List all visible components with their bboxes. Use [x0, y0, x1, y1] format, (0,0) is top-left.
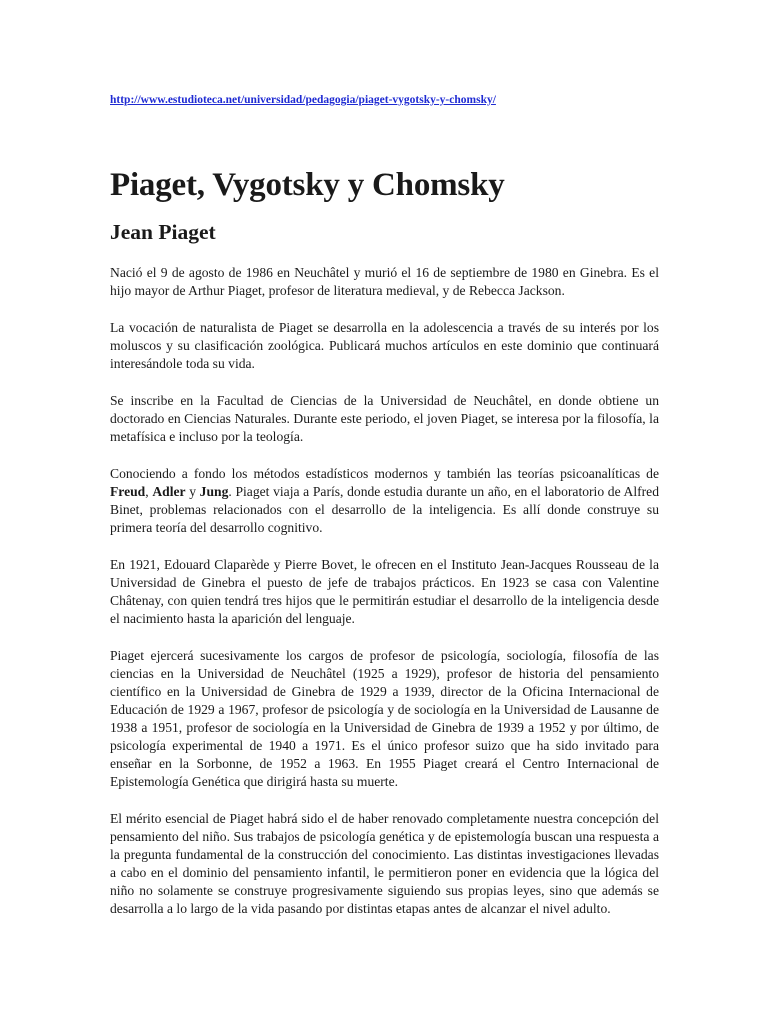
section-heading-jean-piaget: Jean Piaget: [110, 220, 216, 244]
document-body: [110, 264, 659, 918]
paragraph-rousseau-institute: En 1921, Edouard Claparède y Pierre Bovet, le ofrecen en el Instituto Jean-Jacques Rousseau de la Universidad de Ginebra el puesto de jefe de trabajos prácticos. En 1923 se casa con Valentine Châtenay, con quien tendrá tres hijos que le permitirán estudiar el desarrollo de la inteligencia desde el nacimiento hasta la aparición del lenguaje.: [110, 557, 659, 626]
paragraph-text: ,: [145, 484, 153, 499]
paragraph-text: y: [185, 484, 200, 499]
paragraph-academic-positions: Piaget ejercerá sucesivamente los cargos de profesor de psicología, sociología, filosofía de las ciencias en la Universidad de Neuchâtel (1925 a 1929), profesor de historia del pensamiento científico en la Universidad de Ginebra de 1929 a 1939, director de la Oficina Internacional de Educación de 1929 a 1967, profesor de psicología y de sociología en la Universidad de Lausanne de 1938 a 1951, profesor de sociología en la Universidad de Ginebra de 1939 a 1952 y por último, de psicología experimental de 1940 a 1971. Es el único profesor suizo que ha sido invitado para enseñar en la Sorbonne, de 1952 a 1963. En 1955 Piaget creará el Centro Internacional de Epistemología Genética que dirigirá hasta su muerte.: [110, 648, 659, 789]
paragraph-psychoanalytic-theories: [110, 465, 659, 537]
paragraph-birth: Nació el 9 de agosto de 1986 en Neuchâtel y murió el 16 de septiembre de 1980 en Ginebra. Es el hijo mayor de Arthur Piaget, profesor de literatura medieval, y de Rebecca Jackson.: [110, 265, 659, 298]
paragraph-text: . Piaget viaja a París, donde estudia durante un año, en el laboratorio de Alfred Binet, problemas relacionados con el desarrollo de la inteligencia. Es allí donde construye su primera teoría del desarrollo cognitivo.: [110, 484, 660, 535]
source-url-link[interactable]: http://www.estudioteca.net/universidad/pedagogia/piaget-vygotsky-y-chomsky/: [110, 94, 496, 106]
document-page: [110, 92, 659, 937]
name-jung: Jung: [199, 484, 229, 499]
name-freud: Freud: [110, 484, 146, 499]
paragraph-faculty-sciences: Se inscribe en la Facultad de Ciencias de la Universidad de Neuchâtel, en donde obtiene un doctorado en Ciencias Naturales. Durante este periodo, el joven Piaget, se interesa por la filosofía, la metafísica e incluso por la teología.: [110, 393, 659, 444]
paragraph-essential-merit: El mérito esencial de Piaget habrá sido el de haber renovado completamente nuestra concepción del pensamiento del niño. Sus trabajos de psicología genética y de epistemología buscan una respuesta a la pregunta fundamental de la construcción del conocimiento. Las distintas investigaciones llevadas a cabo en el dominio del pensamiento infantil, le permitieron poner en evidencia que la lógica del niño no solamente se construye progresivamente siguiendo sus propias leyes, sino que además se desarrolla a lo largo de la vida pasando por distintas etapas antes de alcanzar el nivel adulto.: [110, 811, 659, 916]
document-title: Piaget, Vygotsky y Chomsky: [110, 167, 505, 203]
paragraph-naturalist-vocation: La vocación de naturalista de Piaget se desarrolla en la adolescencia a través de su interés por los moluscos y su clasificación zoológica. Publicará muchos artículos en este dominio que continuará interesándole toda su vida.: [110, 320, 659, 371]
name-adler: Adler: [152, 484, 186, 499]
paragraph-text: Conociendo a fondo los métodos estadísticos modernos y también las teorías psicoanalíticas de: [110, 466, 659, 481]
